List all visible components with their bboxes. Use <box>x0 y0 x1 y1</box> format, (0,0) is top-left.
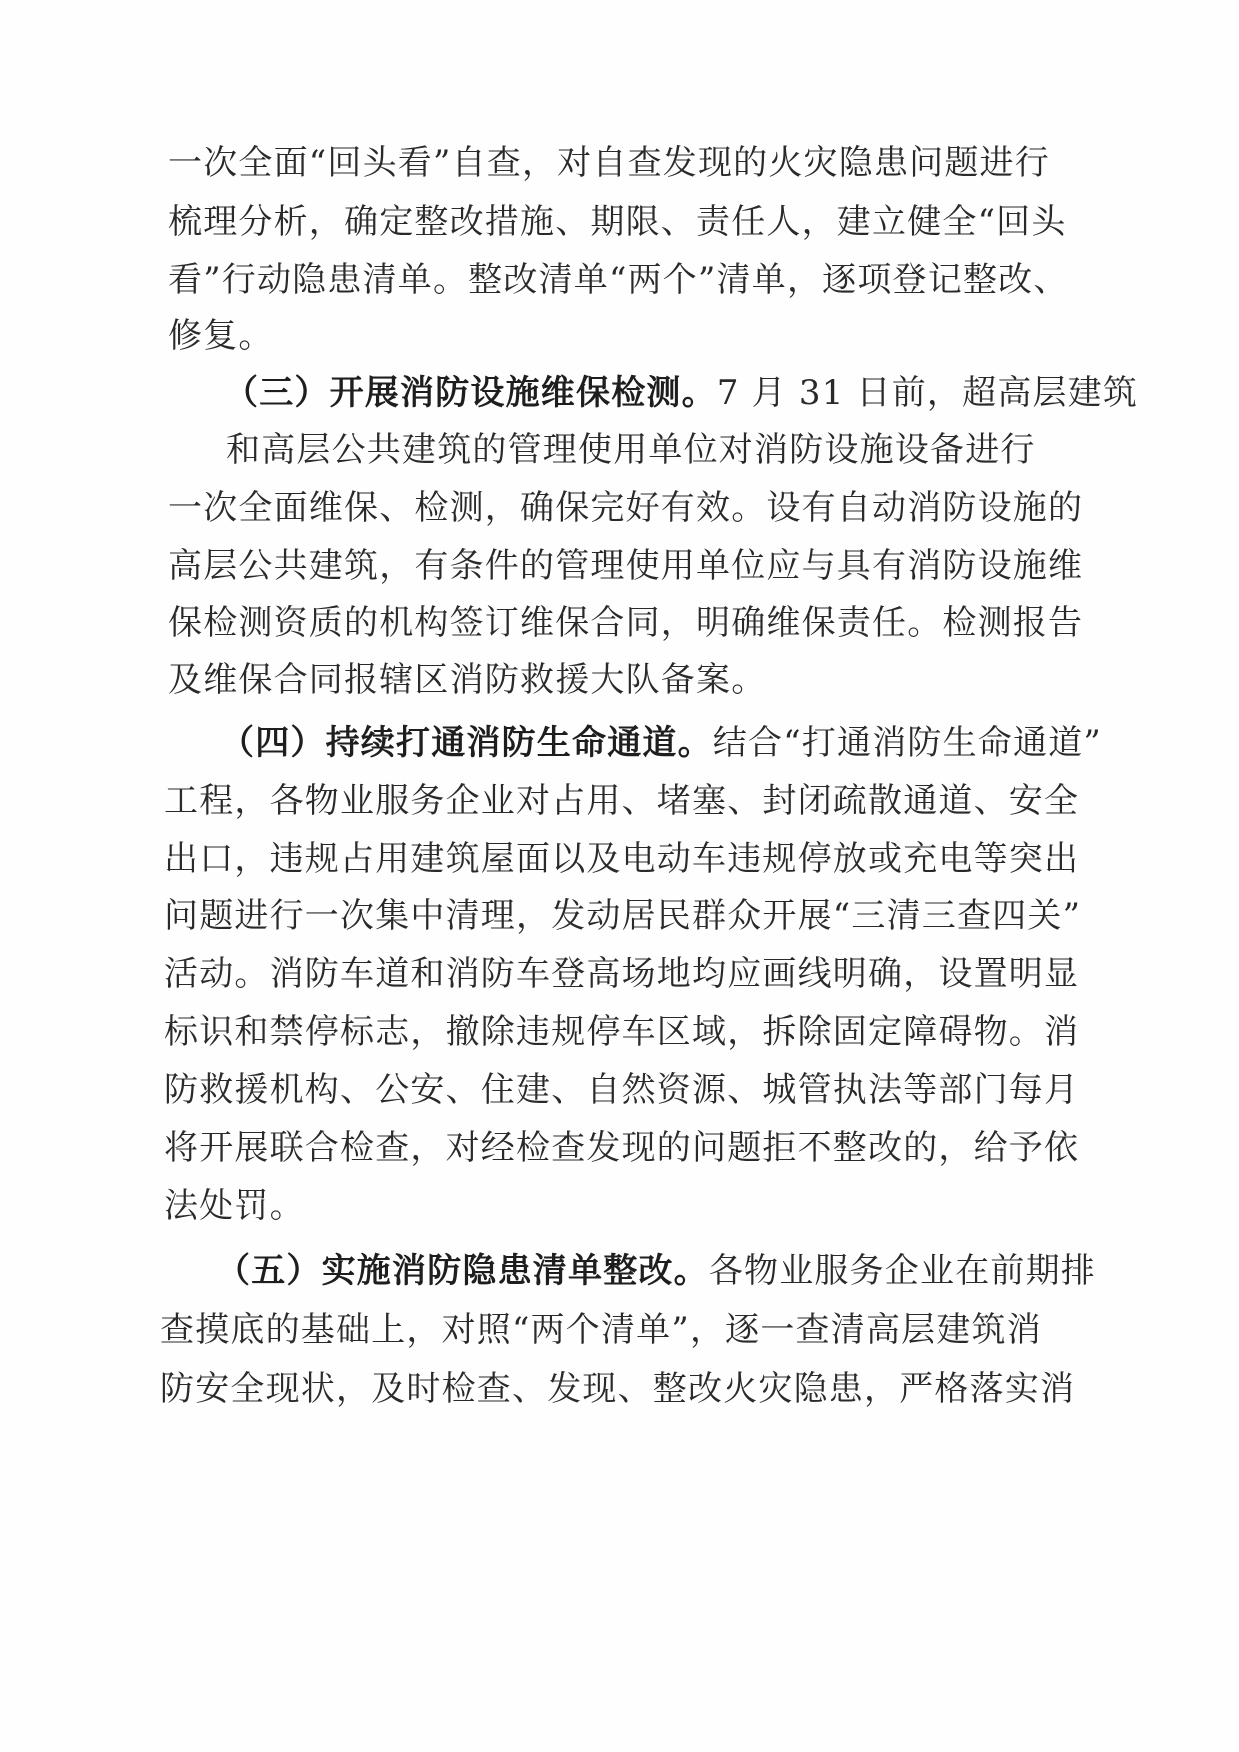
body-line <box>168 260 1069 300</box>
body-line <box>160 1310 1042 1350</box>
line-text: 活动。消防车道和消防车登高场地均应画线明确，设置明显 <box>164 954 1080 994</box>
line-text: 标识和禁停标志，撤除违规停车区域，拆除固定障碍物。消 <box>164 1012 1080 1052</box>
section-heading: （三）开展消防设施维保检测。 <box>224 373 717 413</box>
body-line <box>164 781 1079 821</box>
line-text: 结合“打通消防生命通道” <box>712 723 1102 763</box>
line-text: 及维保合同报辖区消防救援大队备案。 <box>168 660 767 700</box>
body-line <box>160 1369 1075 1409</box>
body-line <box>168 143 1050 183</box>
line-text: 高层公共建筑，有条件的管理使用单位应与具有消防设施维 <box>168 546 1084 586</box>
body-line <box>168 603 1083 643</box>
body-line <box>164 1186 305 1226</box>
body-line <box>168 316 274 356</box>
line-text: 一次全面“回头看”自查，对自查发现的火灾隐患问题进行 <box>168 143 1050 183</box>
line-text: 防救援机构、公安、住建、自然资源、城管执法等部门每月 <box>164 1070 1080 1110</box>
line-text: 工程，各物业服务企业对占用、堵塞、封闭疏散通道、安全 <box>164 781 1080 821</box>
body-line <box>168 546 1083 586</box>
line-text: 修复。 <box>168 316 274 356</box>
body-line <box>164 1070 1079 1110</box>
body-line <box>168 660 766 700</box>
line-text: 防安全现状，及时检查、发现、整改火灾隐患，严格落实消 <box>160 1369 1076 1409</box>
section-heading: （四）持续打通消防生命通道。 <box>220 723 713 763</box>
body-line <box>164 1128 1079 1168</box>
body-line <box>168 202 1067 242</box>
body-line <box>164 839 1079 879</box>
body-line <box>164 1012 1079 1052</box>
body-line <box>164 896 1081 936</box>
body-line <box>226 430 1036 470</box>
line-text: 保检测资质的机构签订维保合同，明确维保责任。检测报告 <box>168 603 1084 643</box>
section-line <box>220 723 1102 763</box>
line-text: 问题进行一次集中清理，发动居民群众开展“三清三查四关” <box>164 896 1082 936</box>
line-text: 梳理分析，确定整改措施、期限、责任人，建立健全“回头 <box>168 202 1067 242</box>
line-text: 看”行动隐患清单。整改清单“两个”清单，逐项登记整改、 <box>168 260 1069 300</box>
line-text: 法处罚。 <box>164 1186 305 1226</box>
line-text: 和高层公共建筑的管理使用单位对消防设施设备进行 <box>226 430 1036 470</box>
line-text: 7 月 31 日前，超高层建筑 <box>716 373 1139 413</box>
body-line <box>168 488 1083 528</box>
line-text: 一次全面维保、检测，确保完好有效。设有自动消防设施的 <box>168 488 1084 528</box>
line-text: 各物业服务企业在前期排 <box>708 1251 1097 1291</box>
line-text: 将开展联合检查，对经检查发现的问题拒不整改的，给予依 <box>164 1128 1080 1168</box>
line-text: 查摸底的基础上，对照“两个清单”，逐一查清高层建筑消 <box>160 1310 1042 1350</box>
section-line <box>224 373 1138 413</box>
section-heading: （五）实施消防隐患清单整改。 <box>216 1251 709 1291</box>
body-line <box>164 954 1079 994</box>
line-text: 出口，违规占用建筑屋面以及电动车违规停放或充电等突出 <box>164 839 1080 879</box>
section-line <box>216 1251 1096 1291</box>
